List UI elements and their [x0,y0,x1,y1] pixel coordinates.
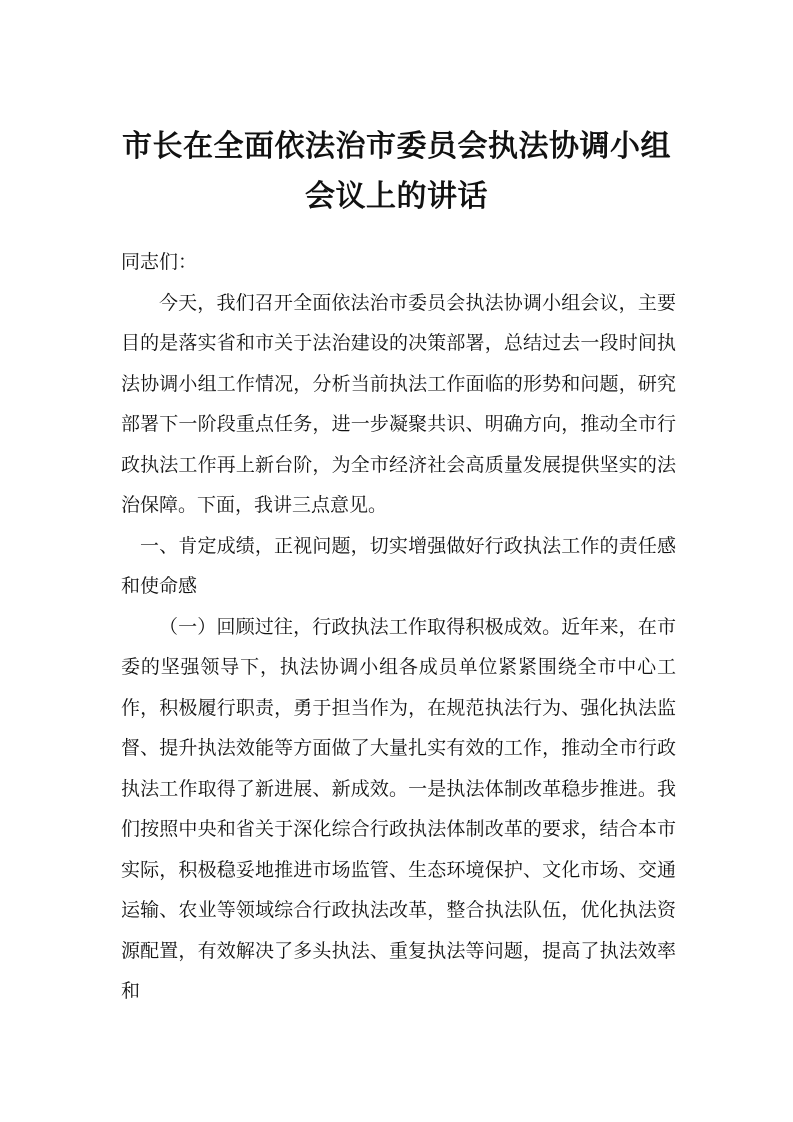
document-body [121,242,676,1012]
title-line-1: 市长在全面依法治市委员会执法协调小组 [122,129,671,164]
title-line-2: 会议上的讲话 [305,179,488,214]
document-title [90,122,703,222]
subsection-paragraph-1: （一）回顾过往，行政执法工作取得积极成效。近年来，在市委的坚强领导下，执法协调小组各成员单位紧紧围绕全市中心工作，积极履行职责，勇于担当作为，在规范执法行为、强化执法监督、提升执法效能等方面做了大量扎实有效的工作，推动全市行政执法工作取得了新进展、新成效。一是执法体制改革稳步推进。我们按照中央和省关于深化综合行政执法体制改革的要求，结合本市实际，积极稳妥地推进市场监管、生态环境保护、文化市场、交通运输、农业等领域综合行政执法改革，整合执法队伍，优化执法资源配置，有效解决了多头执法、重复执法等问题，提高了执法效率和 [121,615,676,1002]
opening-paragraph: 今天，我们召开全面依法治市委员会执法协调小组会议，主要目的是落实省和市关于法治建设的决策部署，总结过去一段时间执法协调小组工作情况，分析当前执法工作面临的形势和问题，研究部署下一阶段重点任务，进一步凝聚共识、明确方向，推动全市行政执法工作再上新台阶，为全市经济社会高质量发展提供坚实的法治保障。下面，我讲三点意见。 [121,291,676,516]
salutation: 同志们： [121,251,198,273]
section-heading-1: 一、肯定成绩，正视问题，切实增强做好行政执法工作的责任感和使命感 [121,534,676,597]
